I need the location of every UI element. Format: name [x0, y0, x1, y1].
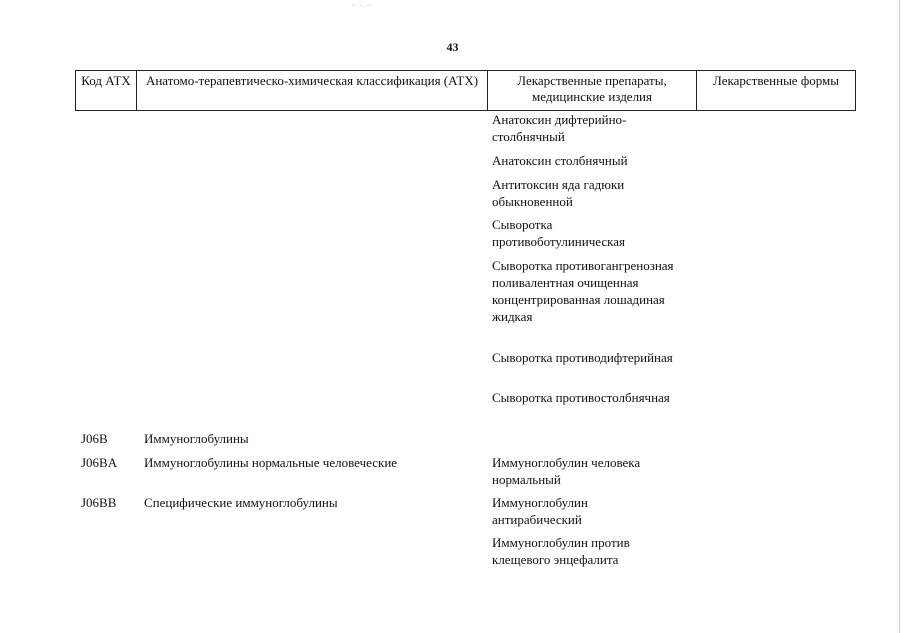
- atc-code: J06BB: [81, 495, 117, 510]
- atc-classification: Иммуноглобулины нормальные человеческие: [144, 455, 398, 470]
- atc-classification: Иммуноглобулины: [144, 431, 249, 446]
- drug-item: Анатоксин дифтерийно-столбнячный: [492, 112, 627, 144]
- atc-code: J06BA: [81, 455, 118, 470]
- scan-edge-line: [899, 0, 900, 633]
- atc-code: J06B: [81, 431, 108, 446]
- header-drugs: Лекарственные препараты, медицинские изделия: [488, 71, 697, 111]
- drug-item: Сыворотка противостолбнячная: [492, 390, 670, 405]
- drug-item: Антитоксин яда гадюки обыкновенной: [492, 177, 625, 209]
- drug-item: Анатоксин столбнячный: [492, 153, 628, 168]
- header-classification: Анатомо-терапевтическо-химическая классификация (АТХ): [137, 71, 488, 111]
- table-header: [75, 70, 856, 111]
- drug-item: Иммуноглобулин человека нормальный: [492, 455, 641, 487]
- drug-item: Сыворотка противогангренозная поливалентная очищенная концентрированная лошадиная жидкая: [492, 258, 674, 324]
- page-number: 43: [446, 40, 459, 54]
- header-forms: Лекарственные формы: [697, 71, 856, 111]
- drug-item: Иммуноглобулин против клещевого энцефалита: [492, 535, 630, 567]
- header-code: Код АТХ: [76, 71, 137, 111]
- drug-item: Сыворотка противодифтерийная: [492, 350, 673, 365]
- drug-item: Сыворотка противоботулиническая: [492, 217, 625, 249]
- atc-classification: Специфические иммуноглобулины: [144, 495, 338, 510]
- drug-item: Иммуноглобулин антирабический: [492, 495, 588, 527]
- scan-mark: ~ ~ ~: [352, 2, 372, 10]
